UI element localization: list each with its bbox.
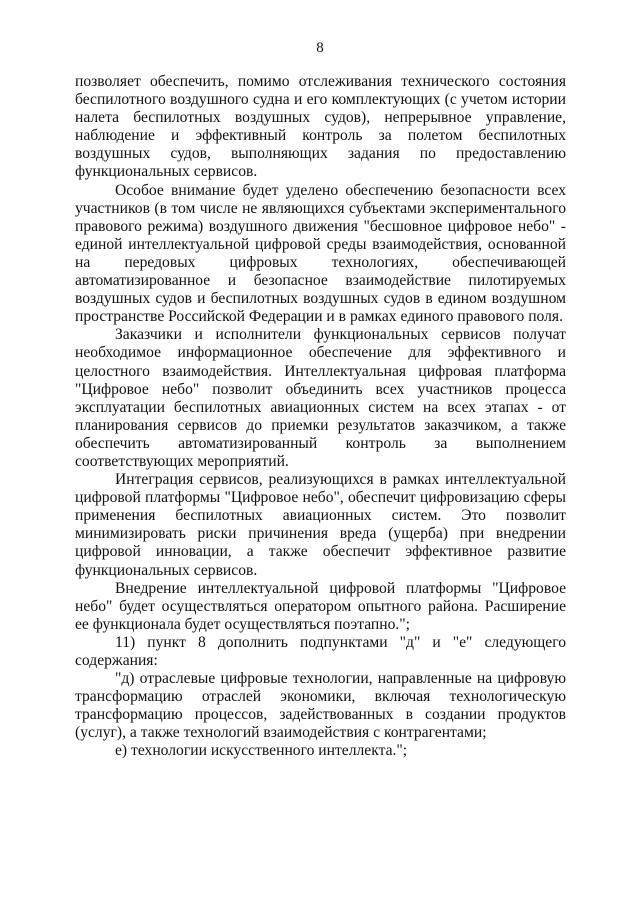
paragraph-amendment: 11) пункт 8 дополнить подпунктами "д" и "е" следующего содержания: <box>75 633 566 669</box>
page-number: 8 <box>316 40 324 56</box>
paragraph-customers: Заказчики и исполнители функциональных сервисов получат необходимое информационное обеспечение для эффективного и целостного взаимодействия. Интеллектуальная цифровая платформа "Цифровое небо" позволит объединить всех участников процесса эксплуатации беспилотных авиационных систем на всех этапах - от планирования сервисов до приемки результатов заказчиком, а также обеспечить автоматизированный контроль за выполнением соответствующих мероприятий. <box>75 326 566 470</box>
paragraph-safety: Особое внимание будет уделено обеспечению безопасности всех участников (в том числе не являющихся субъектами экспериментального правового режима) воздушного движения "бесшовное цифровое небо" - единой интеллектуальной цифровой среды взаимодействия, основанной на передовых цифровых технологиях, обеспечивающей автоматизированное и безопасное взаимодействие пилотируемых воздушных судов и беспилотных воздушных судов в едином воздушном пространстве Российской Федерации и в рамках единого правового поля. <box>75 181 566 326</box>
paragraph-integration: Интеграция сервисов, реализующихся в рамках интеллектуальной цифровой платформы "Цифровое небо", обеспечит цифровизацию сферы применения беспилотных авиационных систем. Это позволит минимизировать риски причинения вреда (ущерба) при внедрении цифровой инновации, а также обеспечит эффективное развитие функциональных сервисов. <box>75 471 566 579</box>
paragraph-subitem-d: "д) отраслевые цифровые технологии, направленные на цифровую трансформацию отраслей экономики, включая технологическую трансформацию процессов, задействованных в создании продуктов (услуг), а также технологий взаимодействия с контрагентами; <box>75 670 566 742</box>
paragraph-continuation: позволяет обеспечить, помимо отслеживания технического состояния беспилотного воздушного судна и его комплектующих (с учетом истории налета беспилотных воздушных судов), непрерывное управление, наблюдение и эффективный контроль за полетом беспилотных воздушных судов, выполняющих задания по предоставлению функциональных сервисов. <box>75 73 566 181</box>
paragraph-subitem-e: е) технологии искусственного интеллекта."; <box>115 742 408 760</box>
document-body <box>75 73 566 761</box>
paragraph-implementation: Внедрение интеллектуальной цифровой платформы "Цифровое небо" будет осуществляться оператором опытного района. Расширение ее функционала будет осуществляться поэтапно."; <box>75 579 566 633</box>
